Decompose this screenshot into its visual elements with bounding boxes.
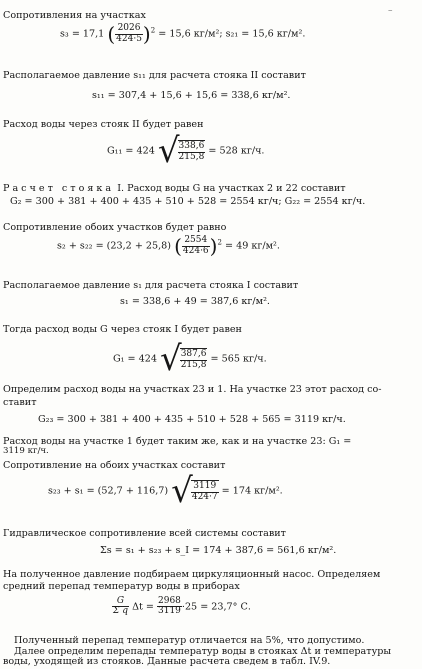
section-heading-riser: Расчет стояка — [3, 183, 115, 194]
eq12-mid: Δt = — [132, 601, 154, 613]
equation-s2-s22: s₂ + s₂₂ = (23,2 + 25,8) ( $\frac{2554}{424\cdot 6}$ )$^2$ = 49 кг/м². — [57, 234, 280, 258]
margin-mark: – — [388, 6, 393, 16]
eq7-denominator: 215,8 — [180, 359, 207, 370]
eq12-denominator-2: 3119 — [158, 606, 181, 617]
paragraph-resistance-sections: Сопротивление на обоих участках составит — [3, 460, 226, 471]
paragraph-flow-section1-line1: Расход воды на участке 1 будет таким же, как и на участке 23: G₁ = — [3, 436, 352, 447]
equation-s23-s1: s₂₃ + s₁ = (52,7 + 116,7) √ $\frac{3119}{424\cdot 7}$ = 174 кг/м². — [48, 471, 283, 511]
paragraph-available-pressure-i: Располагаемое давление s₁ для расчета стояка I составит — [3, 280, 299, 291]
paragraph-riser-i-text: I. Расход воды G на участках 2 и 22 составит — [117, 183, 346, 194]
eq3-denominator: 215,8 — [178, 151, 205, 162]
paragraph-flow-section1-line2: 3119 кг/ч. — [3, 446, 49, 456]
paragraph-resistances: Сопротивления на участках — [3, 10, 146, 21]
eq5-exponent: 2 — [217, 238, 222, 247]
paragraph-flow-sections-line2: ставит — [3, 397, 37, 408]
equation-sum-s: Σs = s₁ + s₂₃ + s_I = 174 + 387,6 = 561,6 кг/м². — [100, 545, 337, 556]
eq5-numerator: 2554 — [184, 235, 208, 246]
eq1-lhs: s₃ = 17,1 — [60, 28, 105, 40]
paragraph-flow-sections-line1: Определим расход воды на участках 23 и 1. На участке 23 этот расход со- — [3, 384, 382, 395]
paragraph-next-line2: воды, уходящей из стояков. Данные расчета сведем в табл. IV.9. — [3, 656, 331, 667]
eq12-numerator-2: 2968 — [158, 596, 181, 606]
paragraph-available-pressure-ii: Располагаемое давление s₁₁ для расчета стояка II составит — [3, 70, 306, 81]
paragraph-flow-riser-ii: Расход воды через стояк II будет равен — [3, 119, 204, 130]
eq10-numerator: 3119 — [193, 481, 217, 492]
eq5-rhs: = 49 кг/м². — [225, 240, 280, 252]
equation-delta-t — [112, 597, 251, 617]
eq12-denominator-1: Σ q — [113, 606, 128, 617]
paragraph-next-line1: Далее определим перепады температур воды в стояках Δt и температуры — [14, 646, 392, 657]
eq3-numerator: 338,6 — [178, 141, 205, 152]
paragraph-pump-line2: средний перепад температур воды в приборах — [3, 581, 240, 592]
equation-g23: G₂₃ = 300 + 381 + 400 + 435 + 510 + 528 + 565 = 3119 кг/ч. — [38, 414, 346, 425]
paragraph-system-resistance: Гидравлическое сопротивление всей системы составит — [3, 528, 286, 539]
eq5-lhs: s₂ + s₂₂ = (23,2 + 25,8) — [57, 240, 172, 252]
eq1-numerator: 2026 — [117, 23, 141, 34]
paragraph-flow-riser-i: Тогда расход воды G через стояк I будет равен — [3, 324, 242, 335]
equation-g2: G₂ = 300 + 381 + 400 + 435 + 510 + 528 = 2554 кг/ч; G₂₂ = 2554 кг/ч. — [10, 196, 366, 207]
eq3-lhs: G₁₁ = 424 — [107, 145, 155, 157]
paragraph-resistance-both: Сопротивление обоих участков будет равно — [3, 222, 227, 233]
eq3-rhs: = 528 кг/ч. — [208, 145, 265, 157]
eq7-rhs: = 565 кг/ч. — [210, 353, 267, 365]
eq12-numerator-1: G — [116, 596, 125, 606]
equation-s3: s₃ = 17,1 ( $\frac{2026}{424\cdot 5}$ )$^2$ = 15,6 кг/м²; s₂₁ = 15,6 кг/м². — [60, 22, 306, 46]
paragraph-riser-i-calc — [3, 183, 346, 194]
equation-s1: s₁ = 338,6 + 49 = 387,6 кг/м². — [120, 296, 270, 307]
equation-g1: G₁ = 424 √ $\frac{387,6}{215,8}$ = 565 кг/ч. — [113, 339, 267, 379]
eq10-lhs: s₂₃ + s₁ = (52,7 + 116,7) — [48, 485, 169, 497]
eq12-rhs: ·25 = 23,7° С. — [181, 601, 251, 613]
eq10-rhs: = 174 кг/м². — [221, 485, 283, 497]
eq7-lhs: G₁ = 424 — [113, 353, 157, 365]
eq1-exponent: 2 — [150, 26, 156, 35]
eq1-rhs: = 15,6 кг/м²; s₂₁ = 15,6 кг/м². — [158, 28, 306, 40]
eq1-denominator: 424·5 — [116, 33, 142, 44]
eq10-denominator: 424·7 — [191, 491, 218, 502]
paragraph-temperature-diff: Полученный перепад температур отличается на 5%, что допустимо. — [14, 635, 365, 646]
eq7-numerator: 387,6 — [180, 349, 207, 360]
equation-g11: G₁₁ = 424 √ $\frac{338,6}{215,8}$ = 528 кг/ч. — [107, 131, 265, 171]
equation-s11: s₁₁ = 307,4 + 15,6 + 15,6 = 338,6 кг/м². — [92, 90, 291, 101]
paragraph-pump-line1: На полученное давление подбираем циркуляционный насос. Определяем — [3, 569, 381, 580]
eq5-denominator: 424·6 — [182, 245, 209, 256]
